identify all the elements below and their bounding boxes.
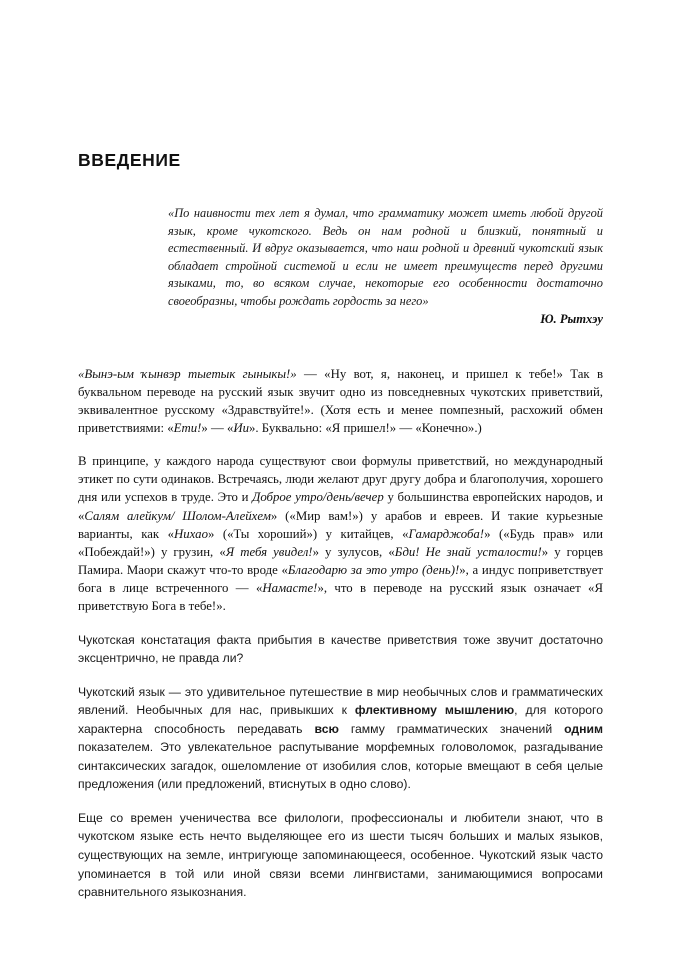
epigraph-author: Ю. Рытхэу (540, 311, 603, 326)
paragraph: Еще со времен ученичества все филологи, профессионалы и любители знают, что в чукотском языке есть нечто выделяющее его из шести тысяч больших и малых языков, существующих на земле, интригующе запоминающееся, особенное. Чукотский язык часто упоминается в той или иной связи всеми лингвистами, занимающимися вопросами сравнительного языкознания. (78, 810, 603, 900)
paragraph: В принципе, у каждого народа существуют свои формулы приветствий, но международный этикет по сути одинаков. Встречаясь, люди желают друг другу добра и благополучия, хорошего дня или успехов в труде. Это и Доброе утро/день/вечер у большинства европейских народов, и «Салям алейкум/ Шолом-Алейхем» («Мир вам!») у арабов и евреев. И такие курьезные варианты, как «Нихао» («Ты хороший») у китайцев, «Гамарджоба!» («Будь прав» или «Побеждай!») у грузин, «Я тебя увидел!» у зулусов, «Бди! Не знай усталости!» у горцев Памира. Маори скажут что-то вроде «Благодарю за это утро (день)!», а индус поприветствует бога в лице встреченного — «Намасте!», что в переводе на русский язык означает «Я приветствую Бога в тебе!». (78, 454, 604, 614)
page-title: ВВЕДЕНИЕ (78, 150, 181, 170)
body-text (78, 365, 603, 902)
paragraph: «Вынэ-ым ҡынвэр тыетык гыныкы!» — «Ну вот, я, наконец, и пришел к тебе!» Так в буквальном переводе на русский язык звучит одно из повседневных чукотских приветствий, эквивалентное русскому «Здравствуйте!». (Хотя есть и менее помпезный, расхожий обмен приветствиями: «Ети!» — «Ии». Буквально: «Я пришел!» — «Конечно».) (78, 366, 603, 435)
paragraph: Чукотский язык — это удивительное путешествие в мир необычных слов и грамматических явлений. Необычных для нас, привыкших к флективному мышлению, для которого характерна способность передавать всю гамму грамматических значений одним показателем. Это увлекательное распутывание морфемных головоломок, разгадывание синтаксических загадок, ошеломление от изобилия слов, которые вмещают в себя целые предложения (или предложений, втиснутых в одно слово). (78, 684, 603, 792)
epigraph-text: «По наивности тех лет я думал, что грамматику может иметь любой другой язык, кроме чукотского. Ведь он нам родной и близкий, понятный и естественный. И вдруг оказывается, что наш родной и древний чукотский язык обладает стройной системой и если не имеет преимуществ перед другими языками, то, во всяком случае, некоторые его особенности достаточно своеобразны, чтобы рождать гордость за него» (168, 206, 603, 309)
paragraph: Чукотская констатация факта прибытия в качестве приветствия тоже звучит достаточно эксцентрично, не правда ли? (78, 632, 603, 666)
epigraph-block (168, 205, 603, 329)
